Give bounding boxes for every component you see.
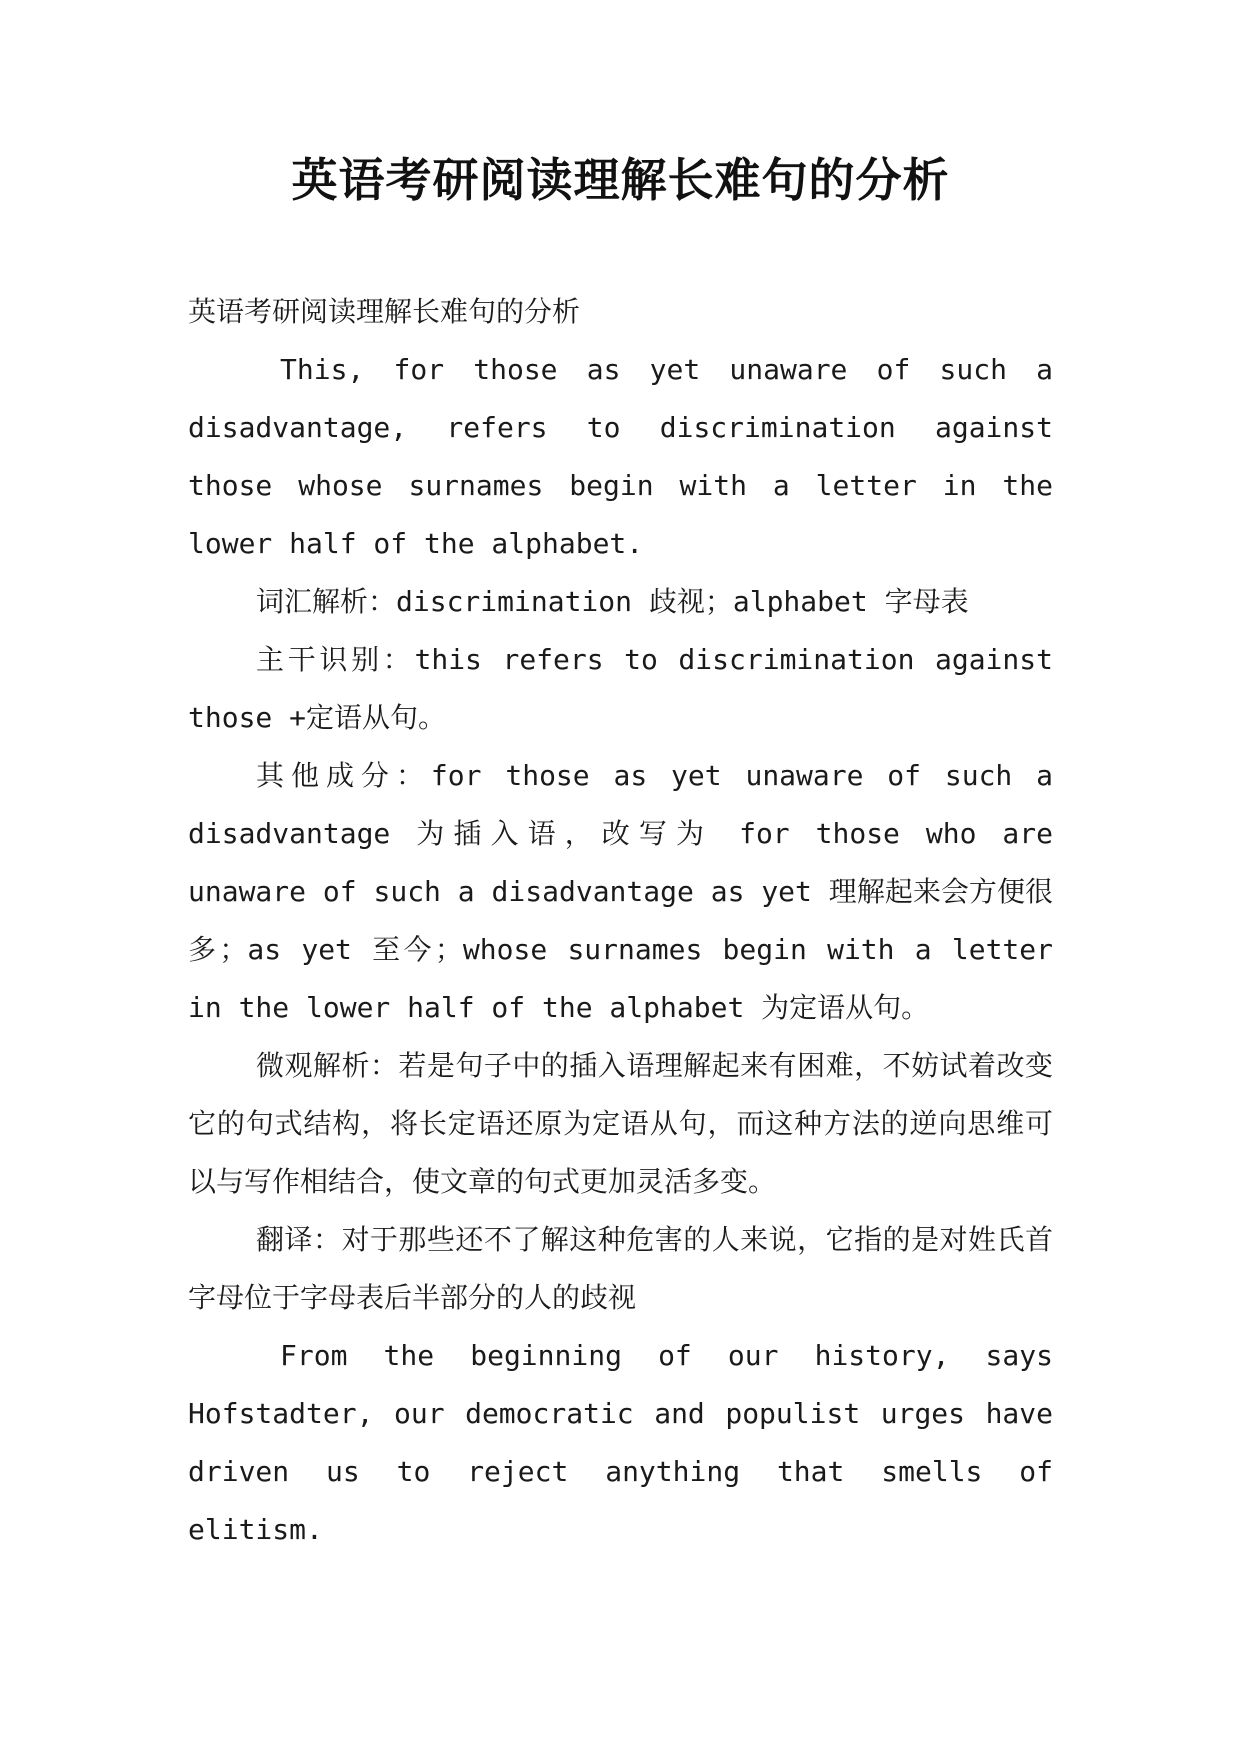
paragraph-translation: 翻译：对于那些还不了解这种危害的人来说，它指的是对姓氏首字母位于字母表后半部分的人的歧视 [188,1223,1053,1314]
paragraph-subtitle: 英语考研阅读理解长难句的分析 [188,295,581,328]
paragraph-english-sentence-2: From the beginning of our history, says Hofstadter, our democratic and populist urges have driven us to reject anything that smells of elitism. [188,1339,1053,1546]
document-title: 英语考研阅读理解长难句的分析 [291,153,950,207]
paragraph-vocabulary: 词汇解析：discrimination 歧视；alphabet 字母表 [256,585,969,618]
paragraph-main-clause: 主干识别：this refers to discrimination against those +定语从句。 [188,643,1053,734]
paragraph-micro-analysis: 微观解析：若是句子中的插入语理解起来有困难，不妨试着改变它的句式结构，将长定语还原为定语从句，而这种方法的逆向思维可以与写作相结合，使文章的句式更加灵活多变。 [188,1049,1053,1198]
document-body [188,283,1053,1559]
paragraph-english-sentence-1: This, for those as yet unaware of such a disadvantage, refers to discrimination against those whose surnames begin with a letter in the lower half of the alphabet. [188,353,1053,560]
paragraph-other-components: 其他成分：for those as yet unaware of such a disadvantage 为插入语，改写为 for those who are unaware of such a disadvantage as yet 理解起来会方便很多；as yet 至今；whose surnames begin with a letter in the lower half of the alphabet 为定语从句。 [188,759,1053,1024]
